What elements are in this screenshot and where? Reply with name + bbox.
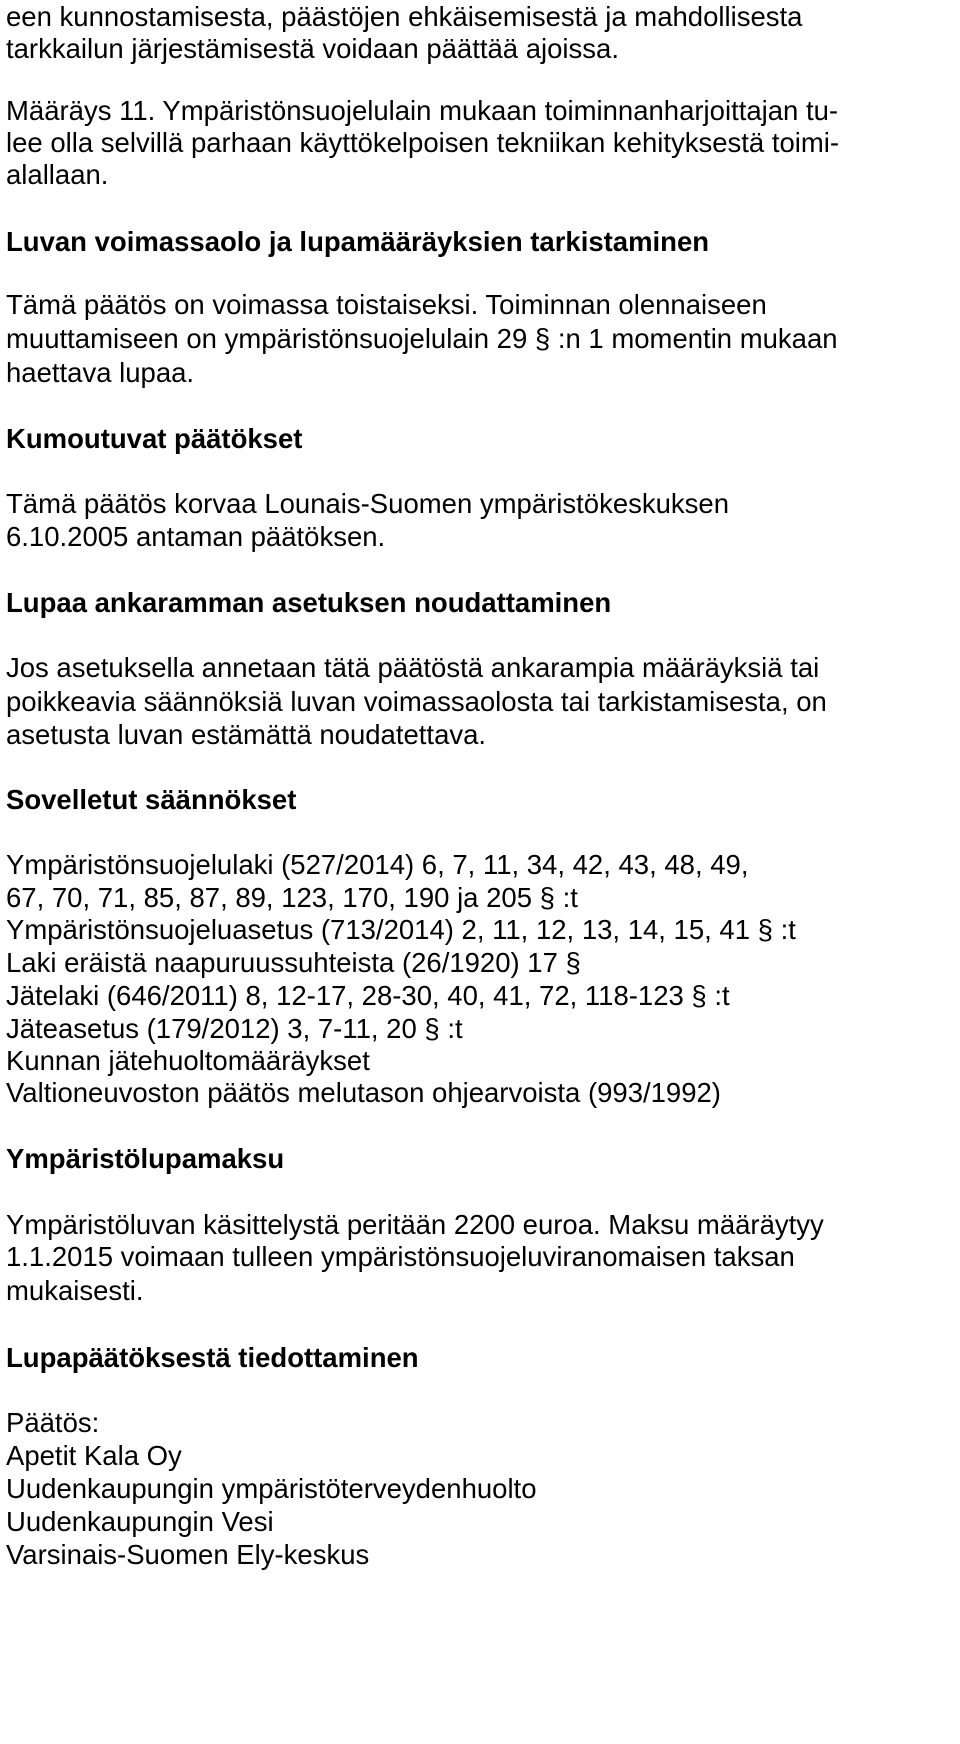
paragraph-line: asetusta luvan estämättä noudatettava. <box>6 719 487 750</box>
distribution-label: Päätös: <box>6 1407 100 1438</box>
paragraph-line: lee olla selvillä parhaan käyttökelpoisen tekniikan kehityksestä toimi- <box>6 127 840 158</box>
paragraph-line: Tämä päätös on voimassa toistaiseksi. Toiminnan olennaiseen <box>6 289 767 320</box>
recipient-line: Uudenkaupungin ympäristöterveydenhuolto <box>6 1473 537 1504</box>
paragraph-line: alallaan. <box>6 159 109 190</box>
section-heading: Sovelletut säännökset <box>6 784 297 815</box>
section-heading: Luvan voimassaolo ja lupamääräyksien tarkistaminen <box>6 226 710 257</box>
statute-line: Kunnan jätehuoltomääräykset <box>6 1045 370 1076</box>
section-heading: Ympäristölupamaksu <box>6 1143 285 1174</box>
paragraph-line: Tämä päätös korvaa Lounais-Suomen ympäristökeskuksen <box>6 488 730 519</box>
paragraph-line: Ympäristöluvan käsittelystä peritään 2200 euroa. Maksu määräytyy <box>6 1209 824 1240</box>
statute-line: Valtioneuvoston päätös melutason ohjearvoista (993/1992) <box>6 1077 721 1108</box>
statute-line: Ympäristönsuojeluasetus (713/2014) 2, 11, 12, 13, 14, 15, 41 § :t <box>6 914 796 945</box>
statute-line: Ympäristönsuojelulaki (527/2014) 6, 7, 11, 34, 42, 43, 48, 49, <box>6 849 749 880</box>
statute-line: Jätelaki (646/2011) 8, 12-17, 28-30, 40, 41, 72, 118-123 § :t <box>6 980 730 1011</box>
paragraph-line: een kunnostamisesta, päästöjen ehkäisemisestä ja mahdollisesta <box>6 1 803 32</box>
paragraph-line: Jos asetuksella annetaan tätä päätöstä ankarampia määräyksiä tai <box>6 652 820 683</box>
section-heading: Kumoutuvat päätökset <box>6 423 303 454</box>
paragraph-line: muuttamiseen on ympäristönsuojelulain 29 § :n 1 momentin mukaan <box>6 323 838 354</box>
paragraph-line: haettava lupaa. <box>6 357 195 388</box>
statute-line: 67, 70, 71, 85, 87, 89, 123, 170, 190 ja 205 § :t <box>6 882 578 913</box>
paragraph-line: tarkkailun järjestämisestä voidaan päättää ajoissa. <box>6 33 619 64</box>
paragraph-line: poikkeavia säännöksiä luvan voimassaolosta tai tarkistamisesta, on <box>6 686 827 717</box>
recipient-line: Apetit Kala Oy <box>6 1440 182 1471</box>
recipient-line: Varsinais-Suomen Ely-keskus <box>6 1539 370 1570</box>
statute-line: Jäteasetus (179/2012) 3, 7-11, 20 § :t <box>6 1013 463 1044</box>
recipient-line: Uudenkaupungin Vesi <box>6 1506 274 1537</box>
section-heading: Lupapäätöksestä tiedottaminen <box>6 1342 419 1373</box>
paragraph-line: 6.10.2005 antaman päätöksen. <box>6 521 386 552</box>
section-heading: Lupaa ankaramman asetuksen noudattaminen <box>6 587 612 618</box>
paragraph-line: 1.1.2015 voimaan tulleen ympäristönsuojeluviranomaisen taksan <box>6 1241 795 1272</box>
statute-line: Laki eräistä naapuruussuhteista (26/1920) 17 § <box>6 947 581 978</box>
paragraph-line: Määräys 11. Ympäristönsuojelulain mukaan toiminnanharjoittajan tu- <box>6 95 839 126</box>
paragraph-line: mukaisesti. <box>6 1275 144 1306</box>
